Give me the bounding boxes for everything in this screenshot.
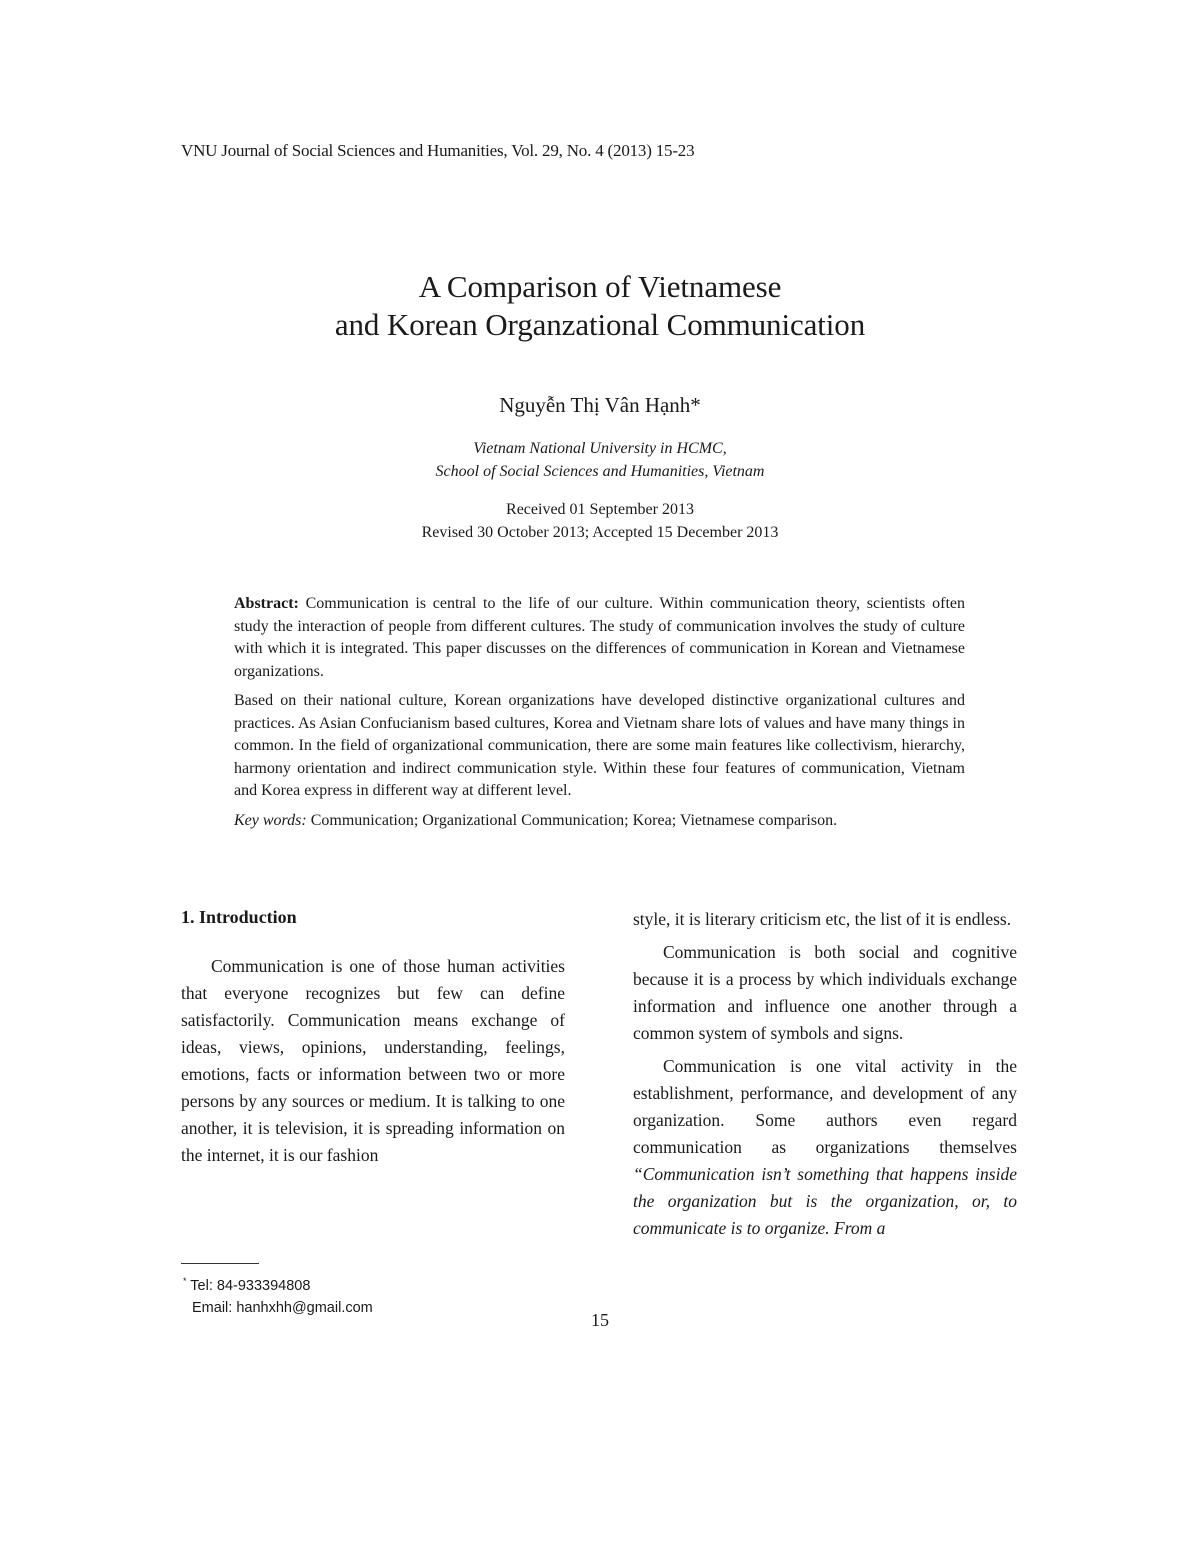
intro-paragraph-3 — [633, 1053, 1017, 1242]
keywords-text: Communication; Organizational Communication; Korea; Vietnamese comparison. — [306, 811, 838, 829]
title-line-2: and Korean Organzational Communication — [334, 307, 866, 342]
abstract-label: Abstract: — [234, 595, 299, 612]
received-date: Received 01 September 2013 — [506, 501, 694, 518]
author-affiliation — [0, 437, 1200, 483]
abstract-paragraph-1 — [234, 593, 965, 683]
footnote-marker: * — [183, 1276, 187, 1286]
keywords-label: Key words: — [234, 811, 307, 829]
affiliation-line-1: Vietnam National University in HCMC, — [473, 440, 727, 457]
revised-accepted-dates: Revised 30 October 2013; Accepted 15 December 2013 — [421, 524, 779, 541]
keywords — [234, 810, 965, 833]
footnote-divider — [181, 1263, 259, 1264]
paper-title — [0, 268, 1200, 344]
title-line-1: A Comparison of Vietnamese — [418, 269, 782, 304]
intro-paragraph-1-continued: style, it is literary criticism etc, the list of it is endless. — [633, 909, 1012, 929]
author-name: Nguyễn Thị Vân Hạnh* — [499, 393, 701, 417]
abstract-section — [234, 593, 965, 839]
intro-paragraph-2: Communication is both social and cognitive because it is a process by which individuals exchange information and influence one another through a common system of symbols and signs. — [633, 942, 1017, 1043]
intro-paragraph-1: Communication is one of those human activities that everyone recognizes but few can define satisfactorily. Communication means exchange of ideas, views, opinions, understanding, feelings, emotions, facts or information between two or more persons by any sources or medium. It is talking to one another, it is television, it is spreading information on the internet, it is our fashion — [181, 956, 565, 1165]
body-left-column — [181, 904, 565, 1175]
section-heading-introduction: 1. Introduction — [181, 907, 297, 927]
abstract-paragraph-2: Based on their national culture, Korean organizations have developed distinctive organizational cultures and practices. As Asian Confucianism based cultures, Korea and Vietnam share lots of values and have many things in common. In the field of organizational communication, there are some main features like collectivism, hierarchy, harmony orientation and indirect communication style. Within these four features of communication, Vietnam and Korea express in different way at different level. — [234, 692, 965, 799]
abstract-text-1: Communication is central to the life of our culture. Within communication theory, scientists often study the interaction of people from different cultures. The study of communication involves the study of culture with which it is integrated. This paper discusses on the differences of communication in Korean and Vietnamese organizations. — [234, 595, 965, 680]
footnote-email: Email: hanhxhh@gmail.com — [192, 1299, 373, 1316]
publication-dates — [0, 498, 1200, 544]
affiliation-line-2: School of Social Sciences and Humanities, Vietnam — [435, 463, 765, 480]
journal-header: VNU Journal of Social Sciences and Humanities, Vol. 29, No. 4 (2013) 15-23 — [181, 141, 695, 160]
page-number: 15 — [591, 1310, 609, 1330]
intro-paragraph-3-quote: “Communication isn’t something that happens inside the organization but is the organization, or, to communicate is to organize. From a — [633, 1164, 1017, 1238]
body-right-column — [633, 906, 1017, 1248]
footnote-tel: Tel: 84-933394808 — [186, 1277, 311, 1294]
intro-paragraph-3-text: Communication is one vital activity in the establishment, performance, and development of any organization. Some authors even regard communication as organizations themselves — [633, 1056, 1017, 1157]
